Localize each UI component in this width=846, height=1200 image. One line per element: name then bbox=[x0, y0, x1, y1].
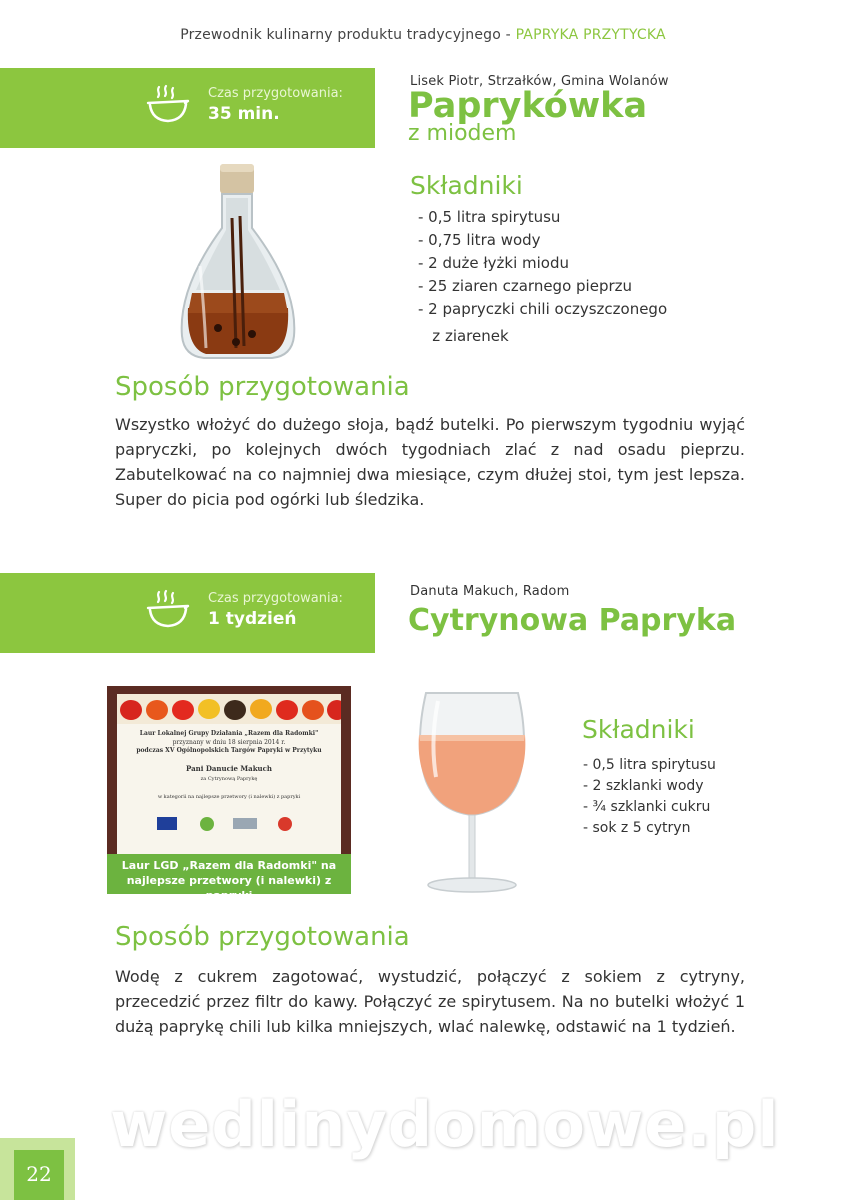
ingredient-item: - 2 duże łyżki miodu bbox=[418, 254, 570, 272]
prep-time-label: Czas przygotowania: bbox=[208, 591, 343, 606]
ingredient-item: - ¾ szklanki cukru bbox=[583, 799, 711, 815]
ingredient-item: - 0,75 litra wody bbox=[418, 231, 541, 249]
wine-glass-image bbox=[396, 685, 546, 898]
diploma-line: podczas XV Ogólnopolskich Targów Papryki w Przytyku bbox=[136, 747, 322, 754]
recipe-subtitle: z miodem bbox=[408, 121, 517, 146]
method-text: Wszystko włożyć do dużego słoja, bądź butelki. Po pierwszym tygodniu wyjąć papryczki, po kolejnych dwóch tygodniach zlać z nad osadu pieprzu. Zabutelkować na co najmniej dwa miesiące, czym dłużej stoi, tym jest lepsza. Super do picia pod ogórki lub śledzika. bbox=[115, 415, 745, 509]
prep-time-value: 1 tydzień bbox=[208, 609, 297, 629]
ingredient-item: - sok z 5 cytryn bbox=[583, 820, 691, 836]
award-diploma-image bbox=[107, 686, 351, 902]
award-caption bbox=[107, 854, 351, 902]
diploma-line: za Cytrynową Paprykę bbox=[200, 776, 258, 782]
ingredient-item: - 2 szklanki wody bbox=[583, 778, 704, 794]
ingredient-item: - 0,5 litra spirytusu bbox=[418, 208, 561, 226]
ingredient-item: - 0,5 litra spirytusu bbox=[583, 757, 716, 773]
ingredient-item: - 2 papryczki chili oczyszczonego bbox=[418, 300, 668, 318]
diploma-recipient: Pani Danucie Makuch bbox=[186, 764, 272, 773]
caption-line: najlepsze przetwory (i nalewki) z papryki bbox=[126, 874, 332, 902]
method-text: Wodę z cukrem zagotować, wystudzić, połączyć z sokiem z cytryny, przecedzić przez filtr do kawy. Połączyć ze spirytusem. Na no butelki włożyć 1 dużą paprykę chili lub kilka mniejszych, wlać nalewkę, odstawić na 1 tydzień. bbox=[115, 967, 745, 1036]
ingredients-heading: Składniki bbox=[410, 171, 523, 200]
recipe-author: Danuta Makuch, Radom bbox=[410, 584, 570, 599]
prep-time-value: 35 min. bbox=[208, 104, 280, 124]
caption-line: Laur LGD „Razem dla Radomki" na bbox=[121, 859, 337, 872]
header-text: Przewodnik kulinarny produktu tradycyjnego - bbox=[180, 27, 516, 43]
bowl-icon bbox=[145, 589, 191, 631]
method-heading: Sposób przygotowania bbox=[115, 922, 410, 952]
diploma-line: w kategorii na najlepsze przetwory (i nalewki) z papryki bbox=[157, 794, 301, 800]
ingredient-item: - 25 ziaren czarnego pieprzu bbox=[418, 277, 633, 295]
page-number: 22 bbox=[14, 1150, 64, 1200]
ingredients-heading: Składniki bbox=[582, 715, 695, 744]
recipe-title: Cytrynowa Papryka bbox=[408, 603, 737, 638]
ingredient-item: z ziarenek bbox=[418, 327, 509, 345]
recipe-title: Paprykówka bbox=[408, 86, 648, 126]
liqueur-bottle-image bbox=[148, 158, 322, 364]
prep-time-label: Czas przygotowania: bbox=[208, 86, 343, 101]
sponsor-logos bbox=[157, 814, 307, 834]
running-header bbox=[0, 27, 846, 43]
method-heading: Sposób przygotowania bbox=[115, 372, 410, 402]
ingredients-list bbox=[418, 206, 667, 348]
diploma-line: Laur Lokalnej Grupy Działania „Razem dla Radomki" bbox=[139, 730, 319, 737]
prep-time-banner bbox=[0, 68, 375, 148]
ingredients-list bbox=[583, 755, 716, 839]
diploma-line: przyznany w dniu 18 sierpnia 2014 r. bbox=[172, 739, 286, 746]
recipe-author: Lisek Piotr, Strzałków, Gmina Wolanów bbox=[410, 74, 669, 89]
header-accent: PAPRYKA PRZYTYCKA bbox=[515, 27, 666, 43]
watermark: wedlinydomowe.pl bbox=[110, 1088, 780, 1161]
diploma-paper bbox=[117, 694, 341, 880]
bowl-icon bbox=[145, 84, 191, 126]
peppers-border bbox=[117, 694, 341, 724]
prep-time-banner bbox=[0, 573, 375, 653]
